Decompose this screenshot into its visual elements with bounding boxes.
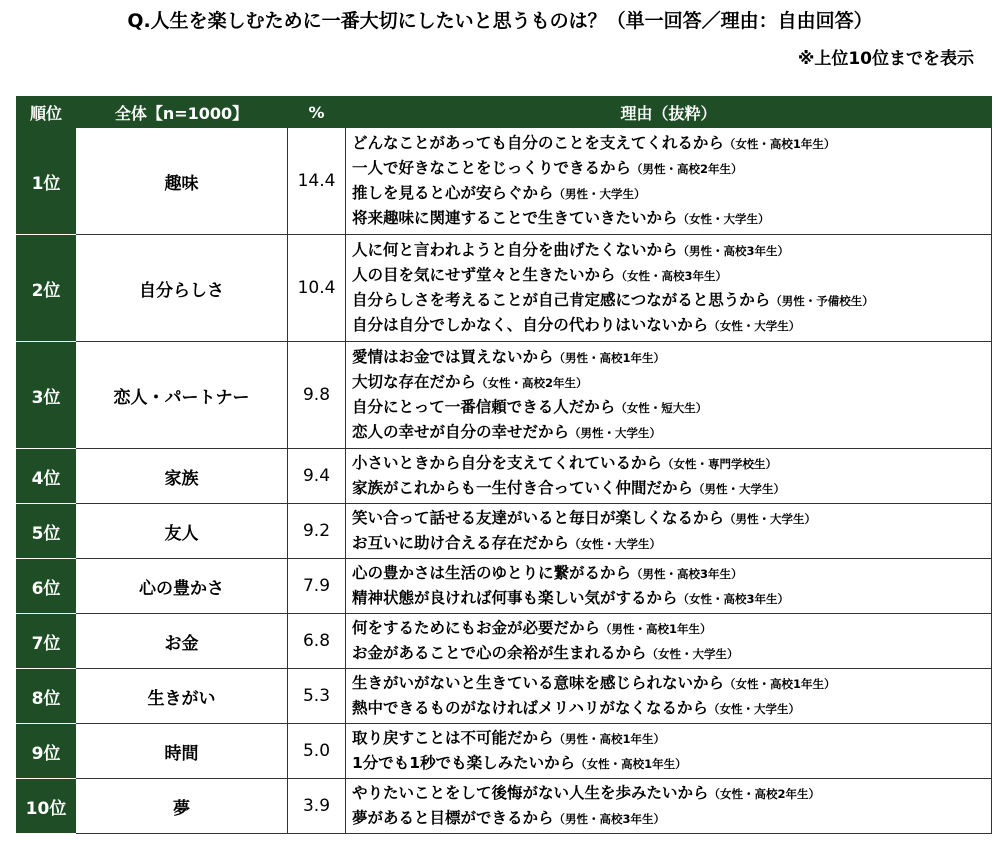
reason-text: 熱中できるものがなければメリハリがなくなるから <box>352 699 709 717</box>
reason-text: 人に何と言われようと自分を曲げたくないから <box>352 241 678 259</box>
reasons-cell <box>346 669 992 724</box>
rank-cell: 10位 <box>17 779 76 834</box>
rank-cell: 3位 <box>17 342 76 449</box>
respondent-attribute: （男性・大学生） <box>724 512 817 526</box>
top-10-note: ※上位10位までを表示 <box>797 49 974 69</box>
respondent-attribute: （男性・高校1年生） <box>600 622 712 636</box>
table-row <box>17 779 992 834</box>
reason-line <box>352 181 991 206</box>
reason-line <box>352 131 991 156</box>
reason-text: 自分は自分でしかなく、自分の代わりはいないから <box>352 316 709 334</box>
rank-cell: 4位 <box>17 449 76 504</box>
respondent-attribute: （男性・大学生） <box>553 187 646 201</box>
percent-cell: 14.4 <box>288 128 346 235</box>
reason-line <box>352 420 991 445</box>
item-cell: 心の豊かさ <box>76 559 288 614</box>
reason-text: 将来趣味に関連することで生きていきたいから <box>352 209 678 227</box>
item-cell: 生きがい <box>76 669 288 724</box>
table-row <box>17 449 992 504</box>
reason-text: 大切な存在だから <box>352 373 477 391</box>
reason-line <box>352 726 991 751</box>
reason-text: 愛情はお金では買えないから <box>352 348 554 366</box>
reasons-cell <box>346 504 992 559</box>
rank-cell: 7位 <box>17 614 76 669</box>
reason-text: 精神状態が良ければ何事も楽しい気がするから <box>352 589 678 607</box>
reason-line <box>352 345 991 370</box>
table-row <box>17 614 992 669</box>
reason-text: 何をするためにもお金が必要だから <box>352 619 601 637</box>
respondent-attribute: （女性・大学生） <box>708 319 801 333</box>
item-cell: 家族 <box>76 449 288 504</box>
reason-text: 自分にとって一番信頼できる人だから <box>352 398 616 416</box>
rank-cell: 6位 <box>17 559 76 614</box>
percent-cell: 9.2 <box>288 504 346 559</box>
item-cell: 時間 <box>76 724 288 779</box>
header-rank: 順位 <box>17 97 76 128</box>
respondent-attribute: （女性・短大生） <box>615 401 708 415</box>
rank-cell: 2位 <box>17 235 76 342</box>
respondent-attribute: （男性・大学生） <box>693 482 786 496</box>
respondent-attribute: （女性・大学生） <box>646 647 739 661</box>
table-header-row <box>17 97 992 128</box>
respondent-attribute: （女性・高校1年生） <box>724 677 836 691</box>
table-row <box>17 128 992 235</box>
reason-line <box>352 616 991 641</box>
percent-cell: 5.3 <box>288 669 346 724</box>
reason-line <box>352 531 991 556</box>
reason-text: 推しを見ると心が安らぐから <box>352 184 554 202</box>
respondent-attribute: （女性・専門学校生） <box>662 457 778 471</box>
reason-line <box>352 156 991 181</box>
reason-line <box>352 586 991 611</box>
reason-text: 自分らしさを考えることが自己肯定感につながると思うから <box>352 291 771 309</box>
reason-line <box>352 641 991 666</box>
item-cell: お金 <box>76 614 288 669</box>
reason-text: 取り戻すことは不可能だから <box>352 729 554 747</box>
reasons-cell <box>346 559 992 614</box>
rank-cell: 8位 <box>17 669 76 724</box>
respondent-attribute: （女性・高校2年生） <box>476 376 588 390</box>
reason-line <box>352 451 991 476</box>
rank-cell: 5位 <box>17 504 76 559</box>
reasons-cell <box>346 449 992 504</box>
reason-line <box>352 781 991 806</box>
header-overall: 全体【n=1000】 <box>76 97 288 128</box>
item-cell: 夢 <box>76 779 288 834</box>
reason-line <box>352 561 991 586</box>
reasons-cell <box>346 614 992 669</box>
table-row <box>17 559 992 614</box>
respondent-attribute: （男性・高校3年生） <box>553 812 666 826</box>
respondent-attribute: （男性・予備校生） <box>770 294 874 308</box>
reason-text: 笑い合って話せる友達がいると毎日が楽しくなるから <box>352 509 725 527</box>
respondent-attribute: （女性・高校1年生） <box>723 137 836 151</box>
table-row <box>17 504 992 559</box>
reason-line <box>352 751 991 776</box>
percent-cell: 9.4 <box>288 449 346 504</box>
reason-line <box>352 506 991 531</box>
reason-line <box>352 288 991 313</box>
reason-text: 心の豊かさは生活のゆとりに繋がるから <box>352 564 632 582</box>
reason-text: 1分でも1秒でも楽しみたいから <box>352 754 576 772</box>
respondent-attribute: （男性・高校1年生） <box>553 351 666 365</box>
reason-text: やりたいことをして後悔がない人生を歩みたいから <box>352 784 709 802</box>
percent-cell: 3.9 <box>288 779 346 834</box>
reason-text: 人の目を気にせず堂々と生きたいから <box>352 266 616 284</box>
respondent-attribute: （女性・高校1年生） <box>575 757 687 771</box>
reason-text: 恋人の幸せが自分の幸せだから <box>352 423 570 441</box>
table-row <box>17 342 992 449</box>
reasons-cell <box>346 724 992 779</box>
ranking-table <box>16 96 992 834</box>
reason-line <box>352 238 991 263</box>
respondent-attribute: （男性・高校3年生） <box>631 567 743 581</box>
header-percent: % <box>288 97 346 128</box>
reasons-cell <box>346 342 992 449</box>
table-row <box>17 235 992 342</box>
reason-text: お互いに助け合える存在だから <box>352 534 570 552</box>
reasons-cell <box>346 235 992 342</box>
reason-text: 生きがいがないと生きている意味を感じられないから <box>352 674 725 692</box>
reason-line <box>352 671 991 696</box>
item-cell: 趣味 <box>76 128 288 235</box>
reason-text: 夢があると目標ができるから <box>352 809 554 827</box>
respondent-attribute: （女性・大学生） <box>708 702 801 716</box>
reason-line <box>352 476 991 501</box>
reasons-cell <box>346 128 992 235</box>
reason-text: 家族がこれからも一生付き合っていく仲間だから <box>352 479 694 497</box>
respondent-attribute: （女性・高校2年生） <box>708 787 821 801</box>
percent-cell: 9.8 <box>288 342 346 449</box>
reason-text: お金があることで心の余裕が生まれるから <box>352 644 647 662</box>
reason-text: 小さいときから自分を支えてくれているから <box>352 454 663 472</box>
table-row <box>17 724 992 779</box>
reason-line <box>352 313 991 338</box>
rank-cell: 9位 <box>17 724 76 779</box>
reason-line <box>352 696 991 721</box>
header-reason: 理由（抜粋） <box>346 97 992 128</box>
reason-line <box>352 206 991 231</box>
item-cell: 恋人・パートナー <box>76 342 288 449</box>
reason-line <box>352 370 991 395</box>
respondent-attribute: （女性・高校3年生） <box>615 269 728 283</box>
reasons-cell <box>346 779 992 834</box>
reason-line <box>352 806 991 831</box>
reason-text: 一人で好きなことをじっくりできるから <box>352 159 632 177</box>
respondent-attribute: （男性・高校1年生） <box>553 732 666 746</box>
respondent-attribute: （女性・高校3年生） <box>677 592 790 606</box>
page-title: Q.人生を楽しむために一番大切にしたいと思うものは？（単一回答／理由：自由回答） <box>127 10 873 32</box>
percent-cell: 7.9 <box>288 559 346 614</box>
reason-text: どんなことがあっても自分のことを支えてくれるから <box>352 134 724 152</box>
percent-cell: 5.0 <box>288 724 346 779</box>
percent-cell: 10.4 <box>288 235 346 342</box>
reason-line <box>352 263 991 288</box>
respondent-attribute: （男性・大学生） <box>569 426 662 440</box>
rank-cell: 1位 <box>17 128 76 235</box>
reason-line <box>352 395 991 420</box>
item-cell: 友人 <box>76 504 288 559</box>
percent-cell: 6.8 <box>288 614 346 669</box>
item-cell: 自分らしさ <box>76 235 288 342</box>
respondent-attribute: （女性・大学生） <box>569 537 662 551</box>
table-row <box>17 669 992 724</box>
respondent-attribute: （男性・高校3年生） <box>677 244 790 258</box>
table-body <box>17 128 992 834</box>
respondent-attribute: （女性・大学生） <box>677 212 770 226</box>
respondent-attribute: （男性・高校2年生） <box>631 162 743 176</box>
